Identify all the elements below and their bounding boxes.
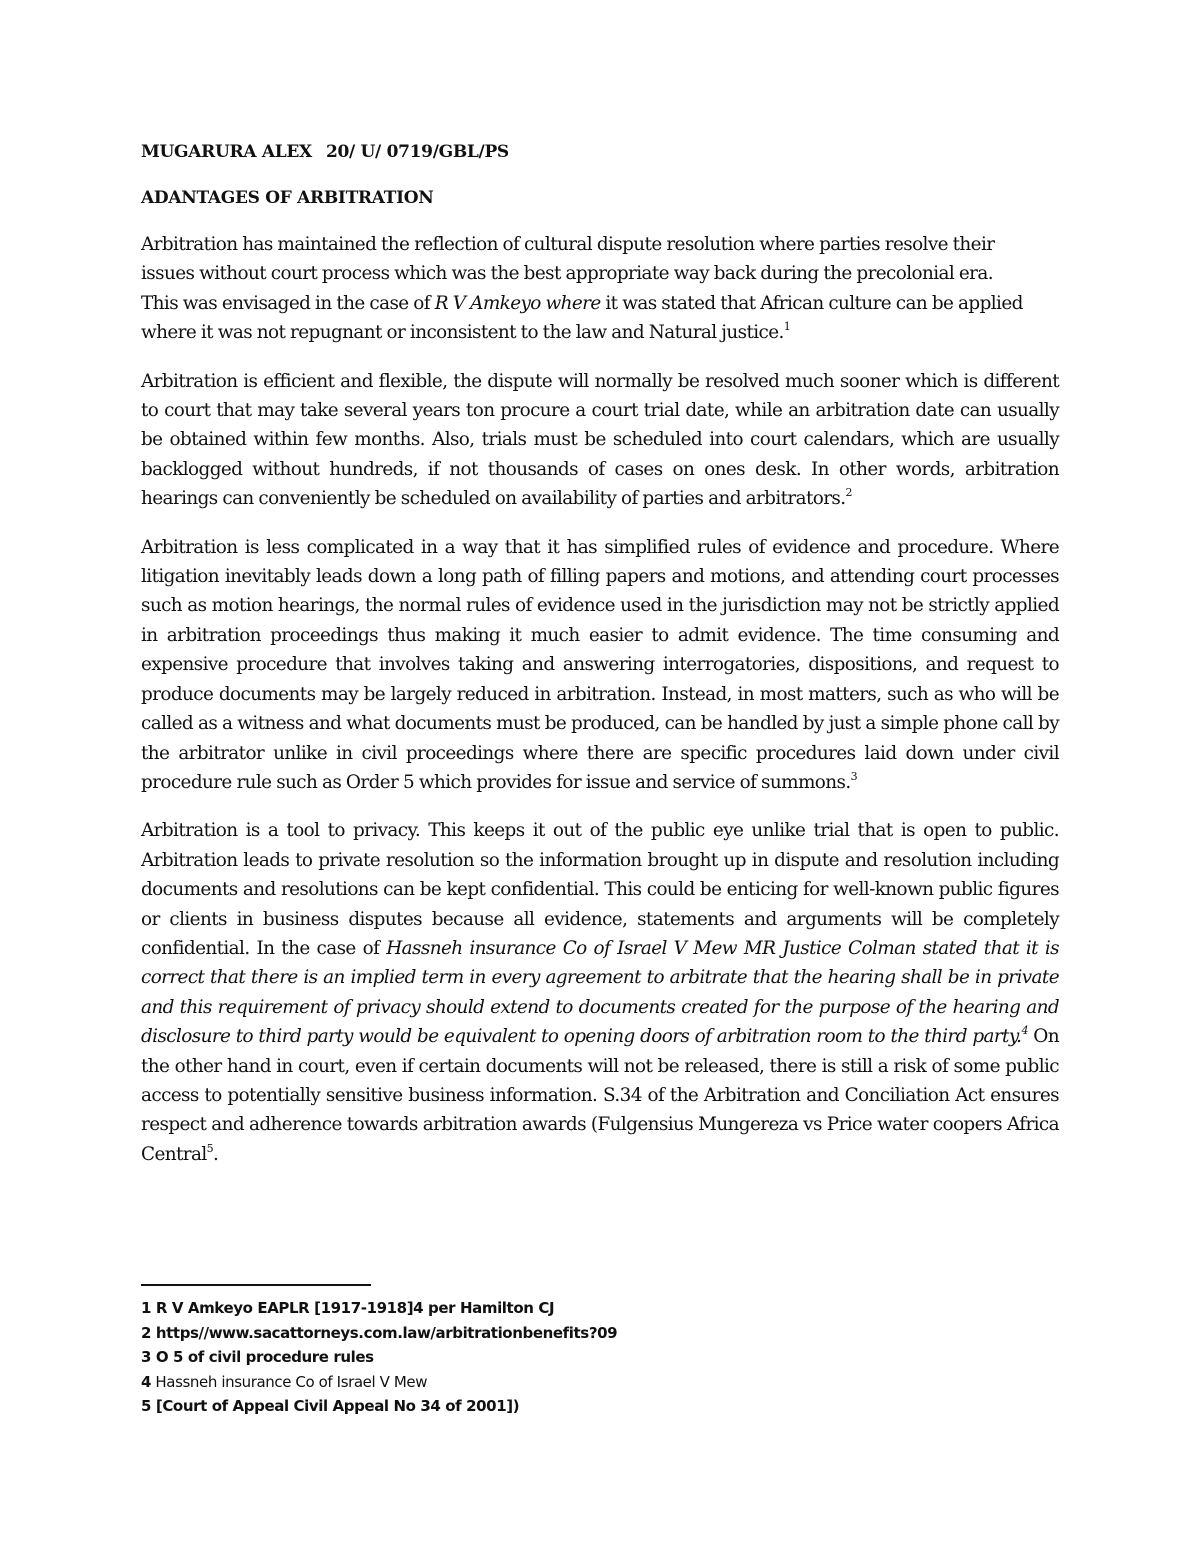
registration-number: 20/ U/ 0719/GBL/PS — [325, 142, 509, 162]
p1-line1: Arbitration has maintained the reflection of cultural dispute resolution where parties resolve their — [141, 234, 995, 255]
footnote-ref-2: 2 — [845, 486, 852, 500]
p1-line2: issues without court process which was the best appropriate way back during the precolonial era. — [141, 263, 993, 285]
paragraph-privacy: Arbitration is a tool to privacy. This keeps it out of the public eye unlike trial that is open to public. Arbitration leads to private resolution so the information brought up in dispute and resolution including documents and resolutions can be kept confidential. This could be enticing for well-known public figures or clients in business disputes because all evidence, statements and arguments will be completely confidential. In the case of Hassneh insurance Co of Israel V Mew MR Justice Colman stated that it is correct that there is an implied term in every agreement to arbitrate that the hearing shall be in private and this requirement of privacy should extend to documents created for the purpose of the hearing and disclosure to third party would be equivalent to opening doors of arbitration room to the third party.$^4$ On the other hand in court, even if certain documents will not be released, there is still a risk of some public access to potentially sensitive business information. S.34 of the Arbitration and Conciliation Act ensures respect and adherence towards arbitration awards (Fulgensius Mungereza vs Price water coopers Africa Central$^5$. — [141, 820, 1060, 1165]
paragraph-cultural-resolution — [141, 230, 1059, 348]
footnotes-section — [141, 1296, 1059, 1419]
document-page — [141, 140, 1059, 1188]
footnote-ref-5: 5 — [206, 1141, 214, 1155]
author-name: MUGARURA ALEX — [141, 142, 312, 162]
document-title: ADANTAGES OF ARBITRATION — [141, 188, 434, 208]
footnote-ref-3: 3 — [850, 769, 858, 783]
footnote-ref-4: 4 — [1021, 1024, 1028, 1038]
paragraph-simplified-rules: Arbitration is less complicated in a way that it has simplified rules of evidence and procedure. Where litigation inevitably leads down a long path of filling papers and motions, and attending court processes such as motion hearings, the normal rules of evidence used in the jurisdiction may not be strictly applied in arbitration proceedings thus making it much easier to admit evidence. The time consuming and expensive procedure that involves taking and answering interrogatories, dispositions, and request to produce documents may be largely reduced in arbitration. Instead, in most matters, such as who will be called as a witness and what documents must be produced, can be handled by just a simple phone call by the arbitrator unlike in civil proceedings where there are specific procedures laid down under civil procedure rule such as Order 5 which provides for issue and service of summons.$^3$ — [141, 536, 1059, 793]
footnote-2: 2 https//www.sacattorneys.com.law/arbitrationbenefits?09 — [141, 1323, 618, 1342]
case-name-amkeyo: R V Amkeyo where — [434, 292, 601, 314]
footnote-4: 4 Hassneh insurance Co of Israel V Mew — [141, 1372, 428, 1391]
case-quote-hassneh: Hassneh insurance Co of Israel V Mew MR Justice Colman stated that it is correct that there is an implied term in every agreement to arbitrate that the hearing shall be in private and this requirement of privacy should extend to documents created for the purpose of the hearing and disclosure to third party would be equivalent to opening doors of arbitration room to the third party. — [141, 937, 1060, 1048]
footnote-1: 1 R V Amkeyo EAPLR [1917-1918]4 per Hamilton CJ — [141, 1299, 555, 1317]
footnote-5: 5 [Court of Appeal Civil Appeal No 34 of 2001]) — [141, 1397, 520, 1415]
footnote-3: 3 O 5 of civil procedure rules — [141, 1348, 374, 1366]
footnote-separator — [141, 1284, 371, 1286]
p1-rest: This was envisaged in the case of R V Amkeyo where it was stated that African culture can be applied where it was not repugnant or inconsistent to the law and Natural justice.$^1$ — [141, 292, 1023, 344]
footnote-ref-1: 1 — [783, 320, 791, 334]
author-line — [141, 140, 1059, 164]
paragraph-efficiency: Arbitration is efficient and flexible, the dispute will normally be resolved much sooner which is different to court that may take several years ton procure a court trial date, while an arbitration date can usually be obtained within few months. Also, trials must be scheduled into court calendars, which are usually backlogged without hundreds, if not thousands of cases on ones desk. In other words, arbitration hearings can conveniently be scheduled on availability of parties and arbitrators.$^2$ — [141, 370, 1059, 510]
